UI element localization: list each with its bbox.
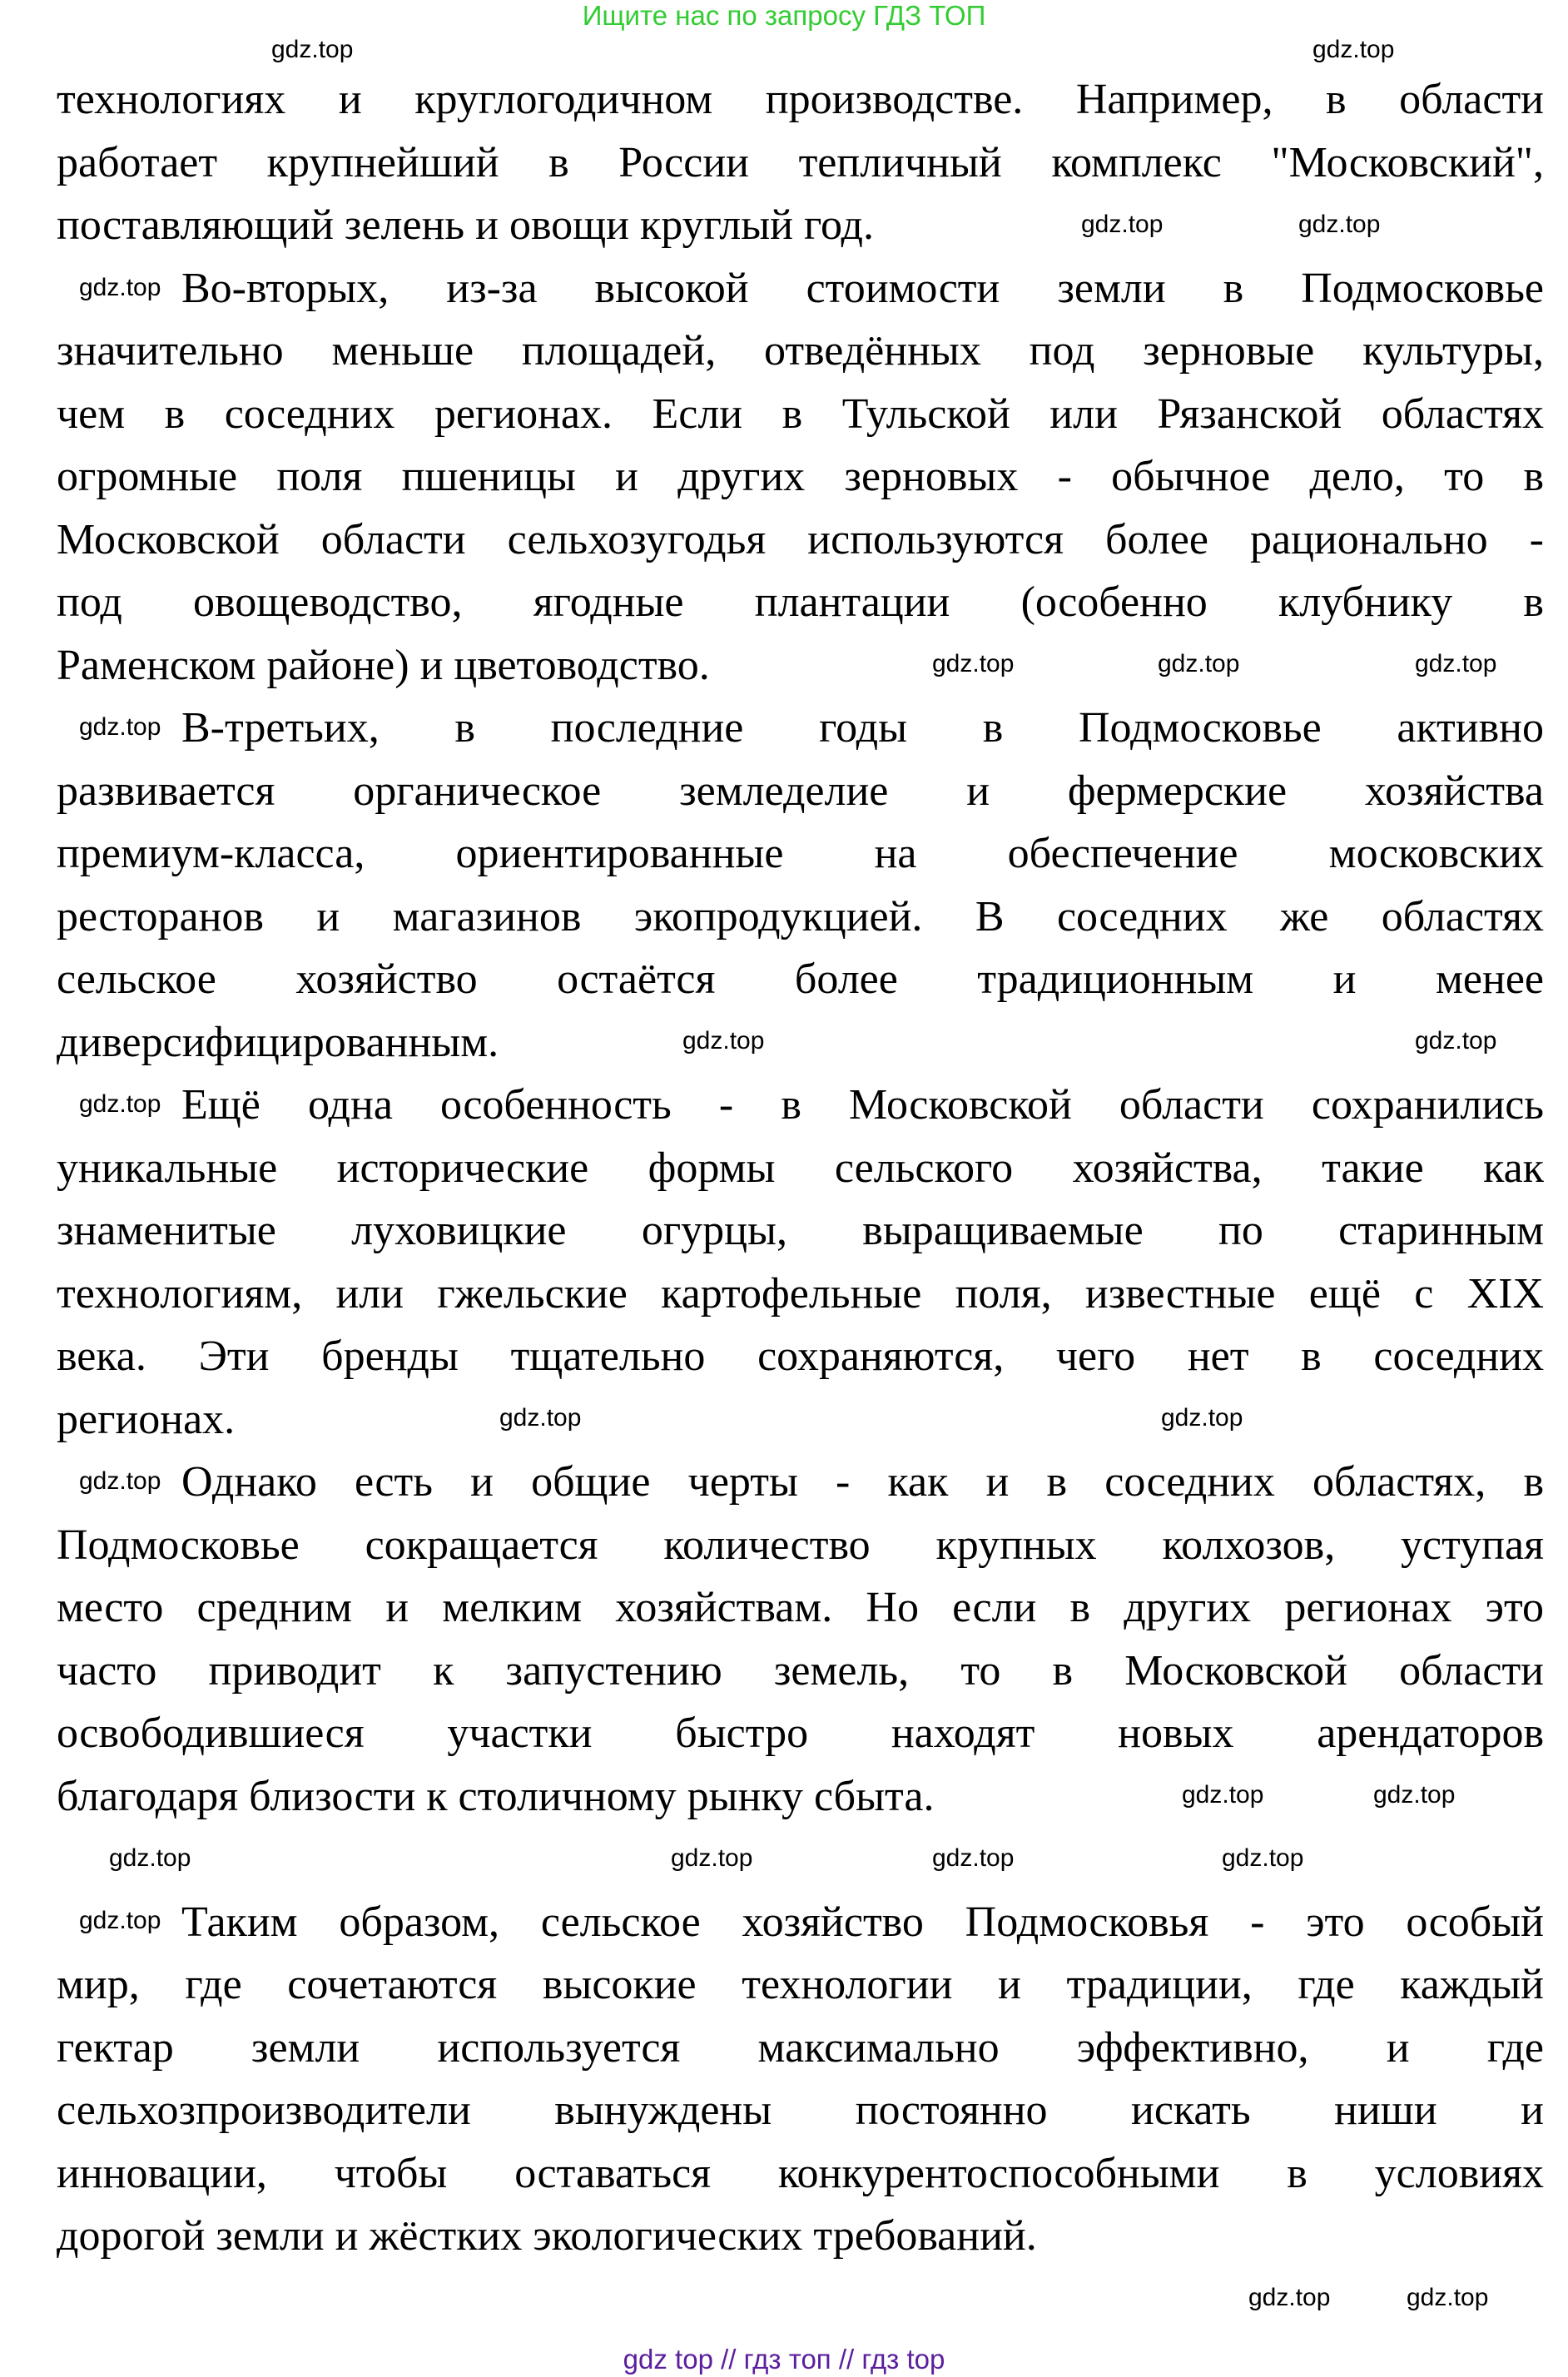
watermark: gdz.top [79,1090,161,1118]
text-line: уникальные исторические формы сельского хозяйства, такие как [57,1144,1544,1192]
text-line: сельское хозяйство остаётся более традиционным и менее [57,955,1544,1003]
text-line: часто приводит к запустению земель, то в Московской области [57,1646,1544,1695]
paragraph [57,697,1544,1074]
watermark: gdz.top [1222,1844,1304,1872]
footer-links[interactable]: gdz top // гдз топ // гдз top [623,2344,945,2375]
text-line: развивается органическое земледелие и фермерские хозяйства [57,767,1544,815]
text-line: Во-вторых, из-за высокой стоимости земли в Подмосковье [181,264,1544,312]
text-line: под овощеводство, ягодные плантации (особенно клубнику в [57,578,1544,626]
text-line: Московской области сельхозугодья используются более рационально - [57,515,1544,563]
text-line: благодаря близости к столичному рынку сбыта. [57,1772,935,1820]
paragraph [57,1891,1544,2268]
watermark: gdz.top [1298,211,1381,238]
watermark: gdz.top [1158,650,1240,677]
document-body [57,68,1544,2268]
watermark: gdz.top [79,1467,161,1495]
watermark: gdz.top [1312,36,1395,63]
text-line: огромные поля пшеницы и других зерновых - обычное дело, то в [57,453,1544,500]
watermark: gdz.top [932,1844,1015,1872]
text-line: мир, где сочетаются высокие технологии и традиции, где каждый [57,1961,1544,2008]
text-line: технологиям, или гжельские картофельные поля, известные ещё с XIX [57,1269,1544,1318]
watermark: gdz.top [1182,1781,1264,1809]
text-line: гектар земли используется максимально эффективно, и где [57,2023,1544,2072]
text-line: Таким образом, сельское хозяйство Подмосковья - это особый [181,1898,1544,1946]
text-line: века. Эти бренды тщательно сохраняются, чего нет в соседних [57,1332,1544,1380]
text-line: В-третьих, в последние годы в Подмосковье активно [181,704,1544,752]
text-line: значительно меньше площадей, отведённых под зерновые культуры, [57,327,1544,375]
watermark: gdz.top [79,713,161,741]
search-banner: Ищите нас по запросу ГДЗ ТОП [582,0,986,31]
watermark: gdz.top [1415,650,1497,677]
watermark: gdz.top [671,1844,753,1872]
watermark: gdz.top [1373,1781,1456,1809]
watermark: gdz.top [1415,1027,1497,1055]
watermark: gdz.top [79,274,161,301]
text-line: диверсифицированным. [57,1018,499,1066]
text-line: знаменитые луховицкие огурцы, выращиваемые по старинным [57,1207,1544,1254]
text-line: поставляющий зелень и овощи круглый год. [57,201,874,249]
text-line: место средним и мелким хозяйствам. Но если в других регионах это [57,1584,1544,1631]
paragraph [57,1451,1544,1828]
blank-line [57,1828,1544,1891]
text-line: сельхозпроизводители вынуждены постоянно искать ниши и [57,2087,1544,2134]
text-line: Ещё одна особенность - в Московской области сохранились [181,1081,1544,1129]
watermark: gdz.top [1407,2284,1489,2311]
text-line: инновации, чтобы оставаться конкурентоспособными в условиях [57,2149,1544,2197]
text-line: Подмосковье сокращается количество крупных колхозов, уступая [57,1521,1544,1569]
watermark: gdz.top [932,650,1015,677]
watermark: gdz.top [1248,2284,1331,2311]
text-line: Раменском районе) и цветоводство. [57,641,710,689]
paragraph [57,257,1544,697]
paragraph [57,1074,1544,1451]
text-line: Однако есть и общие черты - как и в соседних областях, в [181,1458,1544,1506]
watermark: gdz.top [109,1844,191,1872]
text-line: чем в соседних регионах. Если в Тульской или Рязанской областях [57,390,1544,438]
text-line: премиум-класса, ориентированные на обеспечение московских [57,830,1544,877]
text-line: технологиях и круглогодичном производстве. Например, в области [57,76,1544,123]
watermark: gdz.top [499,1404,582,1432]
text-line: работает крупнейший в России тепличный комплекс "Московский", [57,138,1544,186]
watermark: gdz.top [1161,1404,1243,1432]
watermark: gdz.top [271,36,354,63]
text-line: дорогой земли и жёстких экологических требований. [57,2212,1037,2260]
text-line: освободившиеся участки быстро находят новых арендаторов [57,1710,1544,1757]
watermark: gdz.top [682,1027,765,1055]
watermark: gdz.top [79,1907,161,1934]
text-line: ресторанов и магазинов экопродукцией. В соседних же областях [57,892,1544,940]
text-line: регионах. [57,1395,236,1443]
watermark: gdz.top [1081,211,1164,238]
